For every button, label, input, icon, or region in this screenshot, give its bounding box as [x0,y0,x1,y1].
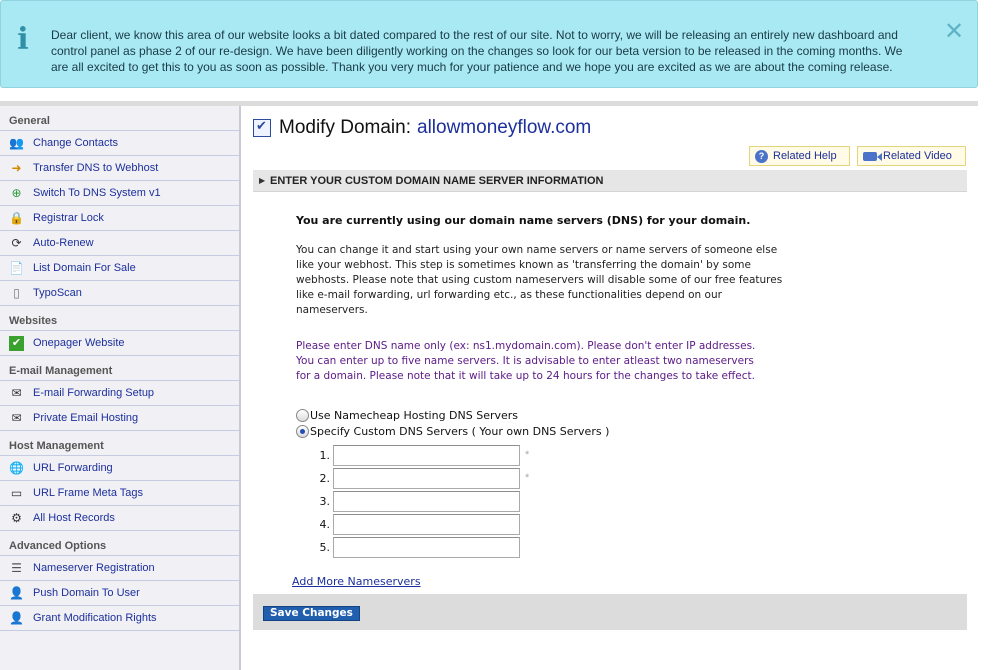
nameserver-number: 4. [319,517,330,531]
sidebar-item-label: List Domain For Sale [33,262,136,274]
radio-label: Use Namecheap Hosting DNS Servers [310,408,519,422]
required-marker: * [525,449,530,461]
nameserver-icon: ☰ [11,560,22,575]
nameserver-row-5 [311,536,525,558]
lock-icon: 🔒 [9,210,24,225]
info-banner-text: Dear client, we know this area of our website looks a bit dated compared to the rest of our site. Not to worry, we will be releasing an entirely new dashboard and control panel as phase 2 of our re-design. We have been diligently working on the changes so look for our beta version to be released in the coming months. We are all excited to get this to you as soon as possible. Thank you very much for your patience and we hope you are excited as we are about the coming release. [51,28,903,74]
domain-name: allowmoneyflow.com [417,117,592,138]
help-icon: ? [755,150,768,163]
nameserver-input-3[interactable] [333,491,520,512]
sidebar-item-label: Nameserver Registration [33,562,155,574]
info-icon: i [17,22,29,57]
sidebar-item-label: TypoScan [33,287,82,299]
sidebar-item-transfer-dns[interactable] [0,156,239,181]
sidebar-item-change-contacts[interactable] [0,131,239,156]
required-marker: * [525,472,530,484]
sidebar-item-label: Change Contacts [33,137,118,149]
info-banner [0,0,978,88]
nameserver-input-4[interactable] [333,514,520,535]
envelope-icon: ✉ [11,410,22,425]
sidebar-heading-websites: Websites [0,306,239,331]
radio-custom-dns[interactable] [296,423,609,439]
sidebar-item-switch-dns[interactable] [0,181,239,206]
sidebar-item-label: E-mail Forwarding Setup [33,387,155,399]
sidebar-item-nameserver-registration[interactable] [0,556,239,581]
sidebar-item-grant-modification-rights[interactable] [0,606,239,631]
sidebar-heading-general: General [0,106,239,131]
arrow-right-icon: ➜ [11,160,22,175]
related-help-button[interactable] [749,146,850,166]
sidebar-item-label: Private Email Hosting [33,412,139,424]
typoscan-icon: ▯ [13,285,20,300]
sidebar-item-label: Push Domain To User [33,587,140,599]
sidebar-item-label: Registrar Lock [33,212,104,224]
radio-namecheap-dns[interactable] [296,407,518,423]
grant-rights-icon: 👤 [9,610,24,625]
sidebar-item-label: Onepager Website [33,337,125,349]
document-icon: 📄 [9,260,24,275]
frame-icon: ▭ [10,485,23,500]
dns-explanation: You can change it and start using your own name servers or name servers of someone else like your webhost. This step is sometimes known as 'transferring the domain' by some webhosts. Please note that using custom nameservers will disable some of our free features like e-mail forwarding, url forwarding etc., as these functionalities depend on our nameservers. [296,244,783,316]
sidebar-item-typoscan[interactable] [0,281,239,306]
related-video-label: Related Video [883,150,952,162]
sidebar-item-label: Switch To DNS System v1 [33,187,161,199]
nameserver-number: 3. [319,494,330,508]
save-changes-button[interactable]: Save Changes [263,606,360,621]
nameserver-row-4 [311,513,525,535]
page-title [253,116,591,140]
sidebar-item-push-domain-to-user[interactable] [0,581,239,606]
contacts-icon: 👥 [9,135,24,150]
nameserver-row-1 [311,444,529,466]
email-forward-icon: ✉ [11,385,22,400]
sidebar [0,106,241,670]
sidebar-item-label: URL Forwarding [33,462,113,474]
sidebar-item-label: Transfer DNS to Webhost [33,162,159,174]
sidebar-item-all-host-records[interactable] [0,506,239,531]
nameserver-number: 5. [319,540,330,554]
sidebar-item-email-forwarding[interactable] [0,381,239,406]
sidebar-item-url-frame-meta-tags[interactable] [0,481,239,506]
sidebar-item-url-forwarding[interactable] [0,456,239,481]
nameserver-input-1[interactable] [333,445,520,466]
nameserver-number: 1. [319,448,330,462]
nameserver-number: 2. [319,471,330,485]
sidebar-item-label: Grant Modification Rights [33,612,157,624]
renew-icon: ⟳ [11,235,22,250]
switch-icon: ⊕ [11,185,22,200]
page-title-label: Modify Domain: [279,117,411,138]
nameserver-row-2 [311,467,529,489]
dns-instructions: Please enter DNS name only (ex: ns1.mydomain.com). Please don't enter IP addresses. You can enter up to five name servers. It is advisable to enter atleast two nameservers for a domain. Please note that it will take up to 24 hours for the changes to take effect. [296,340,756,382]
main-content [241,106,1002,670]
close-icon[interactable]: ✕ [943,18,965,45]
sidebar-item-registrar-lock[interactable] [0,206,239,231]
related-video-button[interactable] [857,146,966,166]
section-header [253,170,967,192]
sidebar-item-label: Auto-Renew [33,237,94,249]
sidebar-item-label: URL Frame Meta Tags [33,487,144,499]
sidebar-item-onepager-website[interactable] [0,331,239,356]
sidebar-item-auto-renew[interactable] [0,231,239,256]
sidebar-item-label: All Host Records [33,512,115,524]
nameserver-input-5[interactable] [333,537,520,558]
sidebar-heading-advanced-options: Advanced Options [0,531,239,556]
triangle-right-icon: ▶ [259,176,266,185]
add-more-nameservers-link[interactable]: Add More Nameservers [292,575,421,588]
sidebar-heading-host-management: Host Management [0,431,239,456]
globe-icon: 🌐 [9,460,24,475]
dns-form [253,192,967,592]
edit-checklist-icon [253,119,271,137]
radio-label: Specify Custom DNS Servers ( Your own DNS Servers ) [310,424,610,438]
nameserver-input-2[interactable] [333,468,520,489]
radio-button[interactable] [296,425,309,438]
push-user-icon: 👤 [9,585,24,600]
related-help-label: Related Help [773,150,837,162]
section-header-label: ENTER YOUR CUSTOM DOMAIN NAME SERVER INFORMATION [270,175,604,187]
current-dns-status: You are currently using our domain name servers (DNS) for your domain. [296,214,751,227]
form-footer [253,594,967,630]
host-records-icon: ⚙ [11,510,22,525]
sidebar-heading-email-management: E-mail Management [0,356,239,381]
video-camera-icon [863,152,877,161]
nameserver-row-3 [311,490,525,512]
sidebar-item-list-domain-for-sale[interactable] [0,256,239,281]
sidebar-item-private-email-hosting[interactable] [0,406,239,431]
radio-button[interactable] [296,409,309,422]
checkmark-icon: ✔ [9,336,24,351]
